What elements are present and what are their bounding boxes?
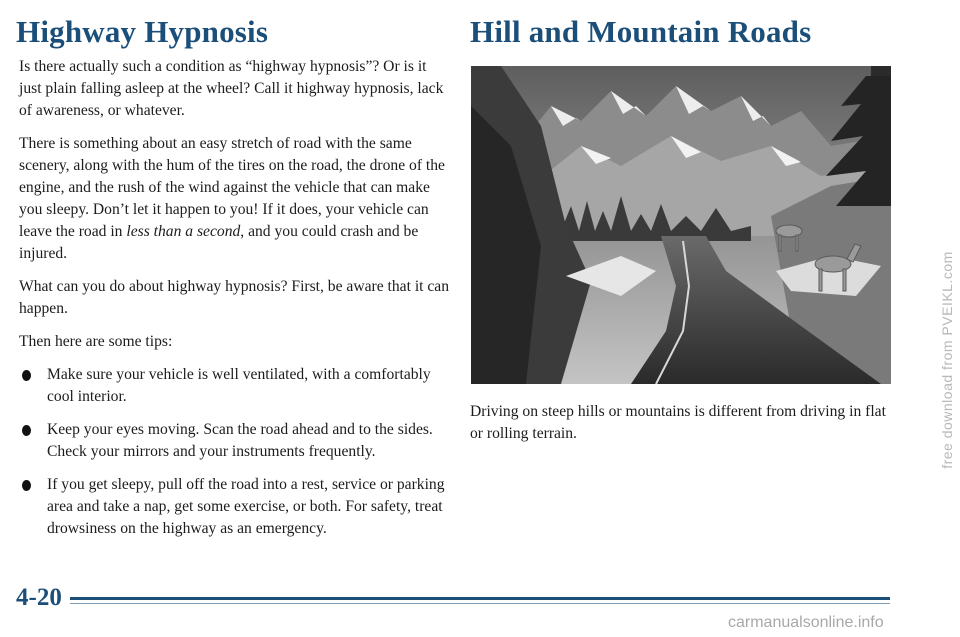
side-watermark-text: free download from PVEIKL.com [939,251,956,469]
paragraph-scenery-text-b: , and you could crash and be injured. [19,223,419,262]
bottom-watermark: carmanualsonline.info [728,614,884,631]
mountain-road-illustration [471,66,891,384]
paragraph-scenery-text-a: There is something about an easy stretch of road with the same scenery, along with the hum of the tires on the road, the drone of the engine, and the rush of the wind against the vehicle that can make you sleepy. Don’t let it happen to you! If it does, your vehicle can leave the road in [19,135,445,240]
tips-list [19,364,451,540]
left-column [19,56,451,551]
footer-rule [70,597,890,600]
side-watermark [937,140,957,580]
section-heading-highway-hypnosis: Highway Hypnosis [16,14,269,49]
illustration-caption: Driving on steep hills or mountains is different from driving in flat or rolling terrain. [470,403,886,442]
paragraph-intro: Is there actually such a condition as “highway hypnosis”? Or is it just plain falling asleep at the wheel? Call it highway hypnosis, lack of awareness, or whatever. [19,58,444,119]
bullet-icon [22,425,31,436]
list-item [19,419,451,463]
tip-text: If you get sleepy, pull off the road into a rest, service or parking area and take a nap, get some exercise, or both. For safety, treat drowsiness on the highway as an emergency. [47,476,445,537]
tip-text: Make sure your vehicle is well ventilated, with a comfortably cool interior. [47,366,431,405]
page-number: 4-20 [16,584,62,611]
paragraph-tips-intro: Then here are some tips: [19,333,173,350]
tip-text: Keep your eyes moving. Scan the road ahead and to the sides. Check your mirrors and your instruments frequently. [47,421,433,460]
section-heading-hill-mountain-roads: Hill and Mountain Roads [470,14,812,49]
list-item [19,364,451,408]
bullet-icon [22,370,31,381]
bullet-icon [22,480,31,491]
paragraph-scenery [19,133,451,265]
paragraph-what-to-do: What can you do about highway hypnosis? First, be aware that it can happen. [19,278,450,317]
list-item [19,474,451,540]
paragraph-scenery-emphasis: less than a second [126,223,241,240]
mountain-road-illustration-svg [471,66,891,384]
footer-rule-thin [70,603,890,604]
